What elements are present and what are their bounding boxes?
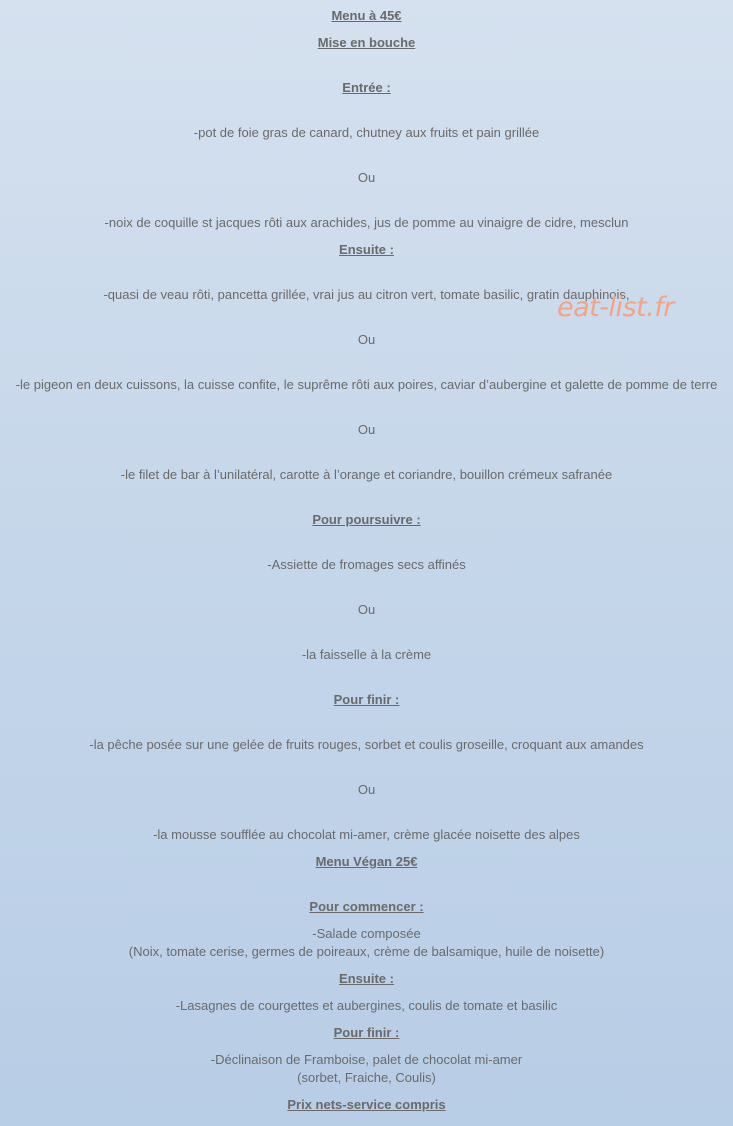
fromage-item-2: -la faisselle à la crème — [301, 647, 432, 662]
or-separator: Ou — [357, 602, 376, 617]
entree-heading: Entrée : — [342, 80, 391, 95]
fromage-item-1: -Assiette de fromages secs affinés — [267, 557, 466, 572]
entree-item-2: -noix de coquille st jacques rôti aux arachides, jus de pomme au vinaigre de cidre, mesclun — [104, 215, 629, 230]
price-footer: Prix nets-service compris — [287, 1097, 446, 1112]
or-separator: Ou — [357, 170, 376, 185]
mise-en-bouche-heading: Mise en bouche — [317, 35, 416, 50]
vegan-dessert-details: (sorbet, Fraiche, Coulis) — [297, 1070, 436, 1085]
poursuivre-heading: Pour poursuivre : — [312, 512, 421, 527]
dessert-item-1: -la pêche posée sur une gelée de fruits rouges, sorbet et coulis groseille, croquant aux amandes — [89, 737, 644, 752]
vegan-entree-details: (Noix, tomate cerise, germes de poireaux, crème de balsamique, huile de noisette) — [128, 944, 605, 959]
ensuite-heading: Ensuite : — [339, 242, 394, 257]
plat-item-1: -quasi de veau rôti, pancetta grillée, vrai jus au citron vert, tomate basilic, gratin dauphinois, — [103, 287, 630, 302]
plat-item-3: -le filet de bar à l’unilatéral, carotte à l’orange et coriandre, bouillon crémeux safranée — [120, 467, 613, 482]
or-separator: Ou — [357, 332, 376, 347]
entree-item-1: -pot de foie gras de canard, chutney aux fruits et pain grillée — [193, 125, 540, 140]
vegan-dessert-item: -Déclinaison de Framboise, palet de chocolat mi-amer — [210, 1052, 523, 1067]
plat-item-2: -le pigeon en deux cuissons, la cuisse confite, le suprême rôti aux poires, caviar d’aubergine et galette de pomme de terre — [15, 377, 718, 392]
or-separator: Ou — [357, 422, 376, 437]
vegan-ensuite-heading: Ensuite : — [339, 971, 394, 986]
vegan-finir-heading: Pour finir : — [333, 1025, 400, 1040]
or-separator: Ou — [357, 782, 376, 797]
watermark-logo: eat-list.fr — [557, 292, 674, 323]
menu-45-title: Menu à 45€ — [331, 8, 402, 23]
menu-vegan-title: Menu Végan 25€ — [315, 854, 418, 869]
finir-heading: Pour finir : — [333, 692, 400, 707]
vegan-plat-item: -Lasagnes de courgettes et aubergines, coulis de tomate et basilic — [175, 998, 558, 1013]
dessert-item-2: -la mousse soufflée au chocolat mi-amer, crème glacée noisette des alpes — [153, 827, 580, 842]
commencer-heading: Pour commencer : — [309, 899, 424, 914]
vegan-entree-item: -Salade composée — [312, 926, 421, 941]
